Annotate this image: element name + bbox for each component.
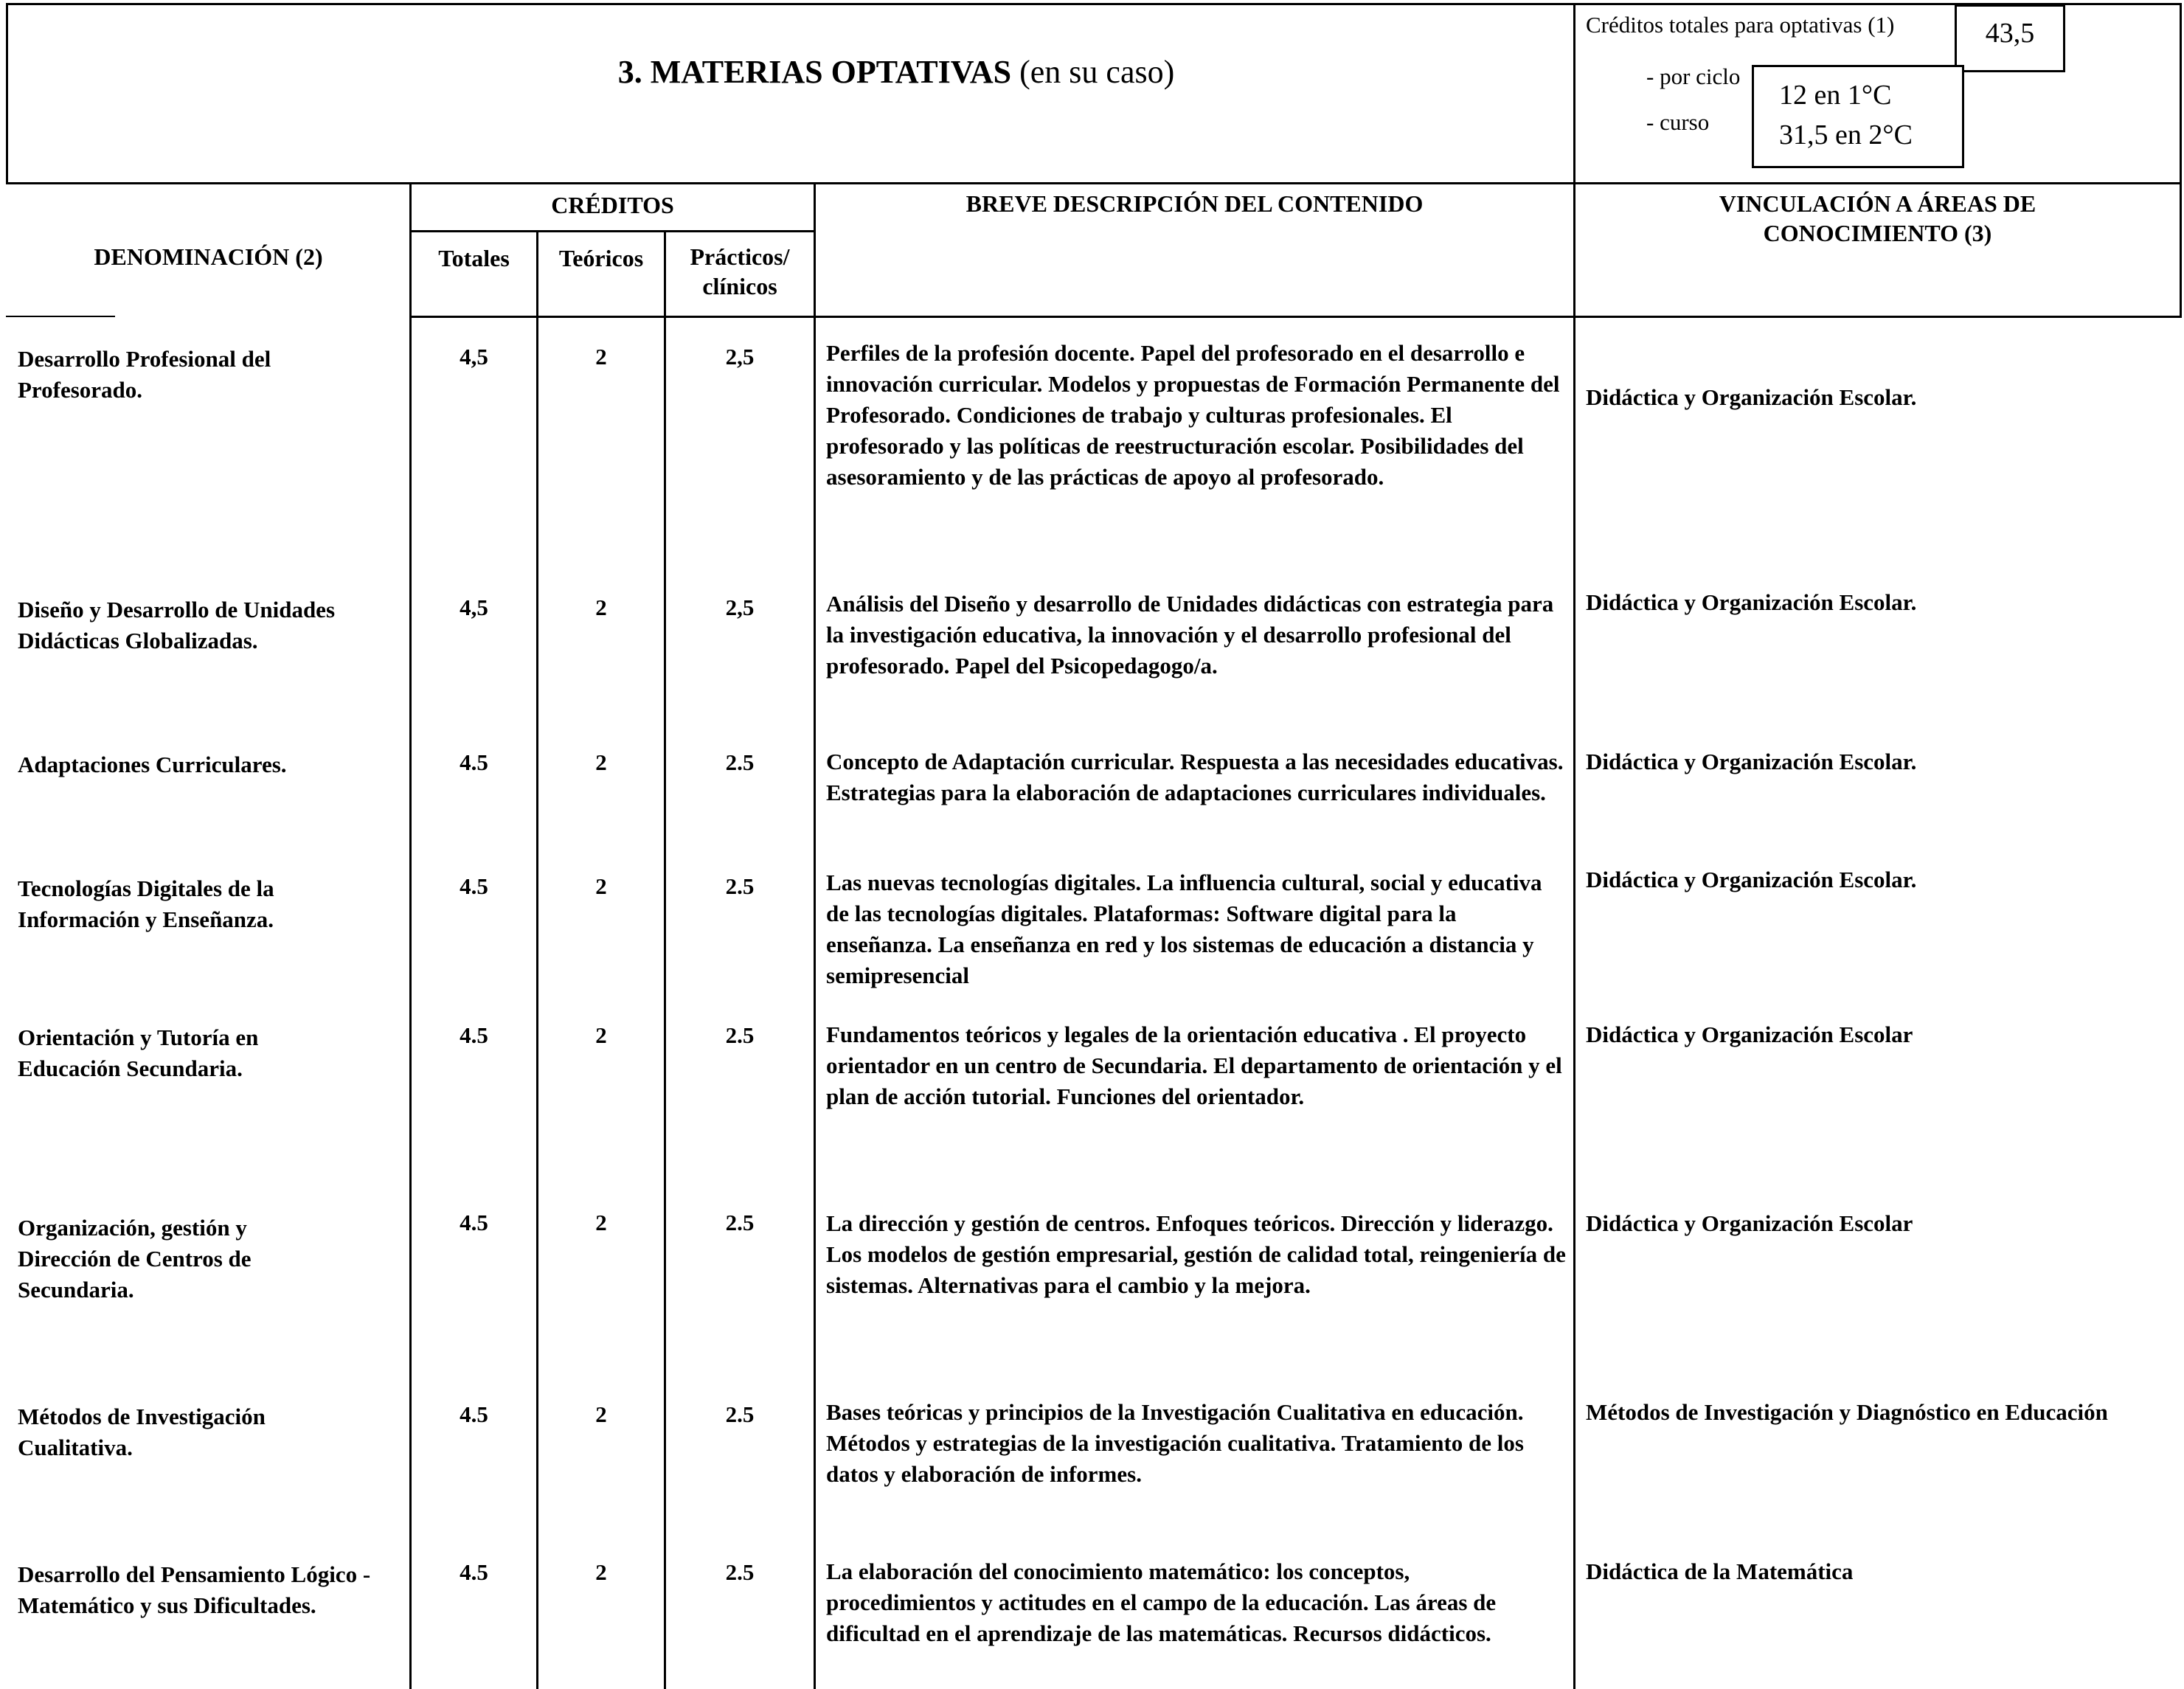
col-teoricos-divider (664, 230, 666, 1689)
ciclo-2-value: 31,5 en 2°C (1779, 119, 1913, 150)
table-row-2-practicos: 2,5 (725, 594, 755, 620)
table-row-6-practicos: 2.5 (725, 1210, 755, 1235)
credits-total-box (1955, 4, 2065, 72)
table-row-2-totales: 4,5 (460, 594, 488, 620)
table-row-3-name: Adaptaciones Curriculares. (18, 752, 287, 777)
table-row-7-totales: 4.5 (460, 1401, 488, 1427)
table-row-1-desc: Perfiles de la profesión docente. Papel del profesorado en el desarrollo e innovación curricular. Modelos y propuestas de Formación Permanente del Profesorado. Condiciones de trabajo y culturas profesionales. El profesorado y las políticas de reestructuración escolar. Posibilidades del asesoramiento y de las prácticas de apoyo al profesorado. (826, 340, 1560, 490)
table-row-5-totales: 4.5 (460, 1022, 488, 1048)
header-credits-divider (1573, 3, 1575, 1689)
ciclo-1-value: 12 en 1°C (1779, 80, 1892, 111)
por-ciclo-label: - por ciclo (1646, 63, 1741, 89)
table-row-7-name: Métodos de Investigación Cualitativa. (18, 1404, 266, 1460)
table-row-1-name: Desarrollo Profesional del Profesorado. (18, 346, 271, 403)
table-row-5-area: Didáctica y Organización Escolar (1586, 1022, 1913, 1047)
table-row-3-desc: Concepto de Adaptación curricular. Respuesta a las necesidades educativas. Estrategias para la elaboración de adaptaciones curriculares individuales. (826, 749, 1564, 805)
table-row-3-practicos: 2.5 (725, 749, 755, 775)
col-header-practicos-line1: Prácticos/ (690, 243, 790, 270)
table-row-8-totales: 4.5 (460, 1559, 488, 1585)
credits-total-value: 43,5 (1985, 18, 2035, 49)
col-header-vinculacion (1575, 189, 2180, 248)
table-row-8-practicos: 2.5 (725, 1559, 755, 1585)
page-title (221, 53, 1571, 91)
table-row-4-area: Didáctica y Organización Escolar. (1586, 867, 1917, 892)
creditos-subheader-line (409, 230, 814, 232)
col-header-denominacion: DENOMINACIÓN (2) (94, 243, 323, 270)
col-header-practicos (666, 242, 814, 301)
table-row-8-teoricos: 2 (595, 1559, 607, 1585)
table-row-4-desc: Las nuevas tecnologías digitales. La influencia cultural, social y educativa de las tecnologías digitales. Plataformas: Software digital para la enseñanza. La enseñanza en red y los sistemas de educación a distancia y semipresencial (826, 870, 1542, 988)
table-right-border (2180, 3, 2182, 316)
table-row-3-teoricos: 2 (595, 749, 607, 775)
table-row-4-totales: 4.5 (460, 873, 488, 899)
col-header-practicos-line2: clínicos (702, 273, 777, 299)
table-row-7-area: Métodos de Investigación y Diagnóstico en Educación (1586, 1399, 2108, 1425)
table-row-5-teoricos: 2 (595, 1022, 607, 1048)
table-row-1-practicos: 2,5 (725, 344, 755, 370)
credits-total-label: Créditos totales para optativas (1) (1586, 12, 1895, 38)
column-header-divider (409, 316, 2182, 318)
col-header-descripcion: BREVE DESCRIPCIÓN DEL CONTENIDO (966, 190, 1424, 217)
col-practicos-divider (814, 182, 816, 1689)
col-header-totales: Totales (438, 245, 510, 271)
table-row-1-totales: 4,5 (460, 344, 488, 370)
table-row-4-teoricos: 2 (595, 873, 607, 899)
header-divider (6, 182, 2182, 184)
table-row-2-name: Diseño y Desarrollo de Unidades Didácticas Globalizadas. (18, 597, 336, 653)
table-row-1-area: Didáctica y Organización Escolar. (1586, 384, 1917, 410)
title-main: 3. MATERIAS OPTATIVAS (617, 54, 1012, 90)
table-row-4-name: Tecnologías Digitales de la Información y Enseñanza. (18, 875, 274, 932)
col-header-vinculacion-line1: VINCULACIÓN A ÁREAS DE (1719, 190, 2036, 217)
table-row-3-totales: 4.5 (460, 749, 488, 775)
col-totales-divider (536, 230, 538, 1689)
table-row-7-practicos: 2.5 (725, 1401, 755, 1427)
table-row-8-area: Didáctica de la Matemática (1586, 1558, 1854, 1584)
table-row-2-teoricos: 2 (595, 594, 607, 620)
col-header-creditos: CRÉDITOS (551, 192, 674, 218)
table-row-5-name: Orientación y Tutoría en Educación Secundaria. (18, 1024, 259, 1081)
table-row-2-desc: Análisis del Diseño y desarrollo de Unidades didácticas con estrategia para la investigación educativa, la innovación y el desarrollo profesional del profesorado. Papel del Psicopedagogo/a. (826, 591, 1554, 679)
table-row-8-desc: La elaboración del conocimiento matemático: los conceptos, procedimientos y actitudes en el campo de la educación. Las áreas de dificultad en el aprendizaje de las matemáticas. Recursos didácticos. (826, 1558, 1497, 1646)
table-row-6-desc: La dirección y gestión de centros. Enfoques teóricos. Dirección y liderazgo. Los modelos de gestión empresarial, gestión de calidad total, reingeniería de sistemas. Alternativas para el cambio y la mejora. (826, 1210, 1566, 1298)
table-row-6-area: Didáctica y Organización Escolar (1586, 1210, 1913, 1236)
table-row-8-name: Desarrollo del Pensamiento Lógico - Matemático y sus Dificultades. (18, 1561, 371, 1618)
table-row-6-totales: 4.5 (460, 1210, 488, 1235)
table-row-6-name: Organización, gestión y Dirección de Centros de Secundaria. (18, 1215, 252, 1303)
col-header-vinculacion-line2: CONOCIMIENTO (3) (1763, 220, 1992, 246)
table-row-1-teoricos: 2 (595, 344, 607, 370)
ciclo-credits-box (1752, 65, 1964, 168)
col-header-teoricos: Teóricos (558, 245, 644, 271)
table-row-4-practicos: 2.5 (725, 873, 755, 899)
table-row-6-teoricos: 2 (595, 1210, 607, 1235)
table-row-2-area: Didáctica y Organización Escolar. (1586, 589, 1917, 615)
table-left-border (6, 3, 8, 182)
table-row-7-teoricos: 2 (595, 1401, 607, 1427)
table-row-5-practicos: 2.5 (725, 1022, 755, 1048)
col-denominacion-divider (409, 182, 412, 1689)
table-row-5-desc: Fundamentos teóricos y legales de la orientación educativa . El proyecto orientador en un centro de Secundaria. El departamento de orientación y el plan de acción tutorial. Funciones del orientador. (826, 1022, 1562, 1109)
title-suffix: (en su caso) (1019, 54, 1175, 90)
table-row-3-area: Didáctica y Organización Escolar. (1586, 749, 1917, 774)
curso-label: - curso (1646, 109, 1710, 135)
table-row-7-desc: Bases teóricas y principios de la Investigación Cualitativa en educación. Métodos y estrategias de la investigación cualitativa. Tratamiento de los datos y elaboración de informes. (826, 1399, 1524, 1487)
denominacion-header-underline (6, 316, 115, 317)
table-top-border (6, 3, 2182, 5)
